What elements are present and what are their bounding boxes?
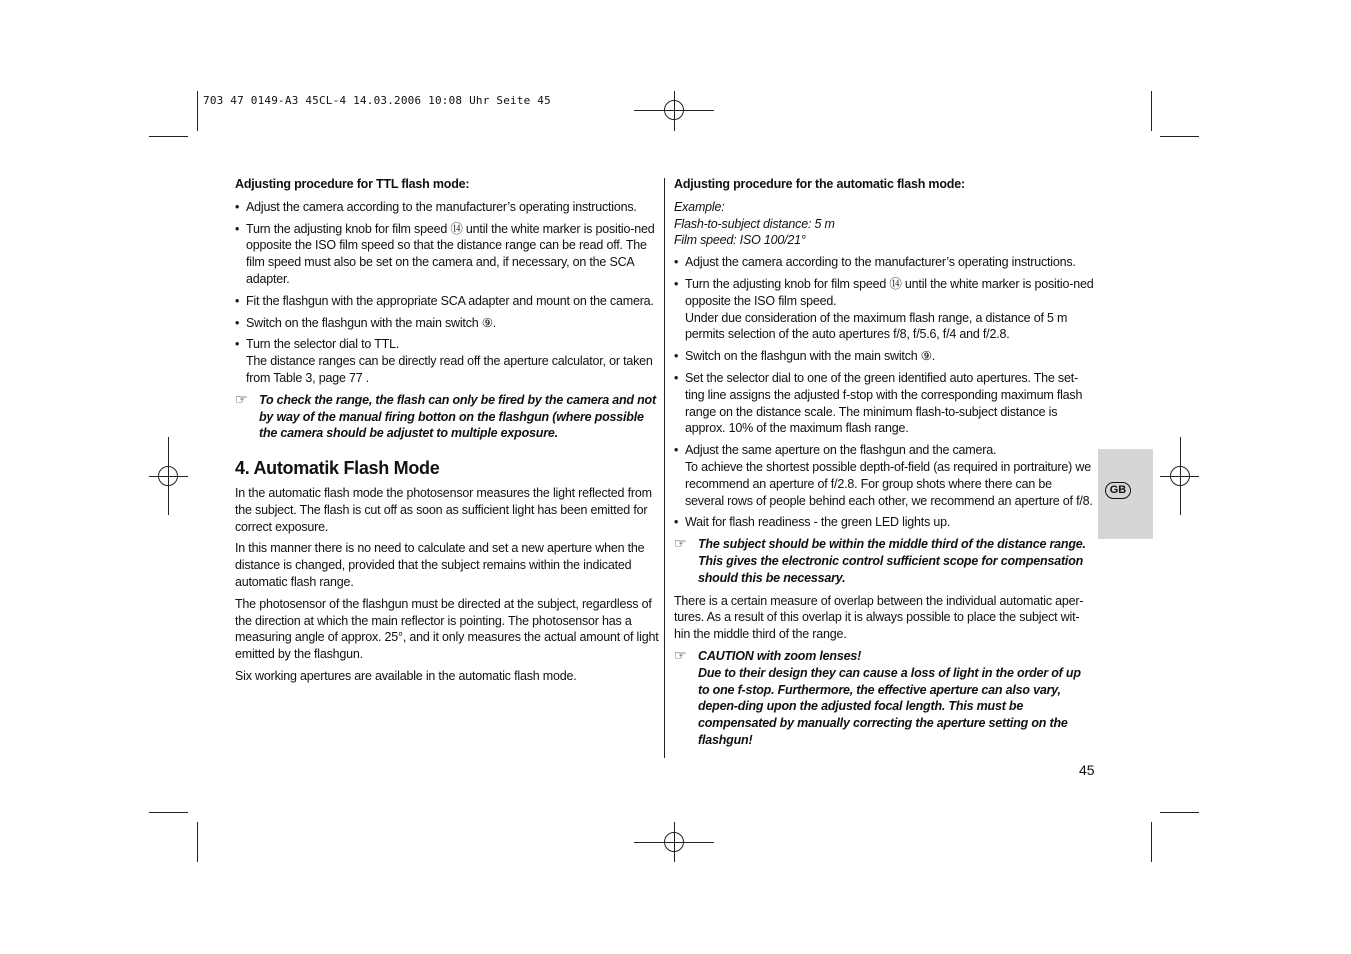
list-item-continuation: Under due consideration of the maximum flash range, a distance of 5 m permits selection of the auto apertures f/8, f/5.6, f/4 and f/2.8. [685, 310, 1068, 342]
ttl-heading: Adjusting procedure for TTL flash mode: [235, 177, 470, 191]
list-item-continuation: To achieve the shortest possible depth-of-field (as required in portraiture) we recommend an aperture of f/2.8. For group shots where there can be several rows of people behind each other, we recommend an aperture of f/8. [685, 459, 1093, 508]
caution-note: ☞ CAUTION with zoom lenses! Due to their design they can cause a loss of light in the order of up to one f-stop. Furthermore, the effective aperture can also vary, depen-ding upon the adjusted focal length. This must be compensated by manually correcting the aperture setting on the flashgun! [674, 646, 1081, 747]
subject-note: ☞ The subject should be within the middle third of the distance range. This gives the electronic control sufficient scope for compensation should this be necessary. [674, 535, 1086, 585]
example-line: Film speed: ISO 100/21° [674, 233, 806, 248]
list-item: • Fit the flashgun with the appropriate SCA adapter and mount on the camera. [235, 293, 654, 308]
auto-heading: Adjusting procedure for the automatic flash mode: [674, 177, 965, 191]
pointing-hand-icon: ☞ [674, 646, 687, 663]
list-item: • Adjust the same aperture on the flashgun and the camera. [674, 443, 997, 458]
left-column [235, 176, 659, 690]
list-item: • Set the selector dial to one of the green identified auto apertures. The set-ting line assigns the adjusted f-stop with the corresponding maximum flash range on the distance scale. The minimum flash-to-subject distance is approx. 10% of the maximum flash range. [674, 370, 1083, 436]
example-line: Flash-to-subject distance: 5 m [674, 216, 835, 231]
list-item-continuation: The distance ranges can be directly read off the aperture calculator, or taken from Table 3, page 77 . [246, 354, 653, 385]
list-item: • Turn the selector dial to TTL. [235, 337, 400, 352]
print-header: 703 47 0149-A3 45CL-4 14.03.2006 10:08 Uhr Seite 45 [203, 94, 551, 107]
paragraph: There is a certain measure of overlap between the individual automatic aper-tures. As a result of this overlap it is always possible to place the subject wit-hin the middle third of the range. [674, 593, 1084, 642]
language-badge: GB [1105, 482, 1131, 499]
paragraph: In the automatic flash mode the photosensor measures the light reflected from the subject. The flash is cut off as soon as sufficient light has been emitted for correct exposure. [235, 485, 652, 534]
example-line: Example: [674, 199, 725, 214]
column-divider [664, 178, 665, 758]
list-item: • Switch on the flashgun with the main switch ⑨. [674, 349, 936, 364]
paragraph: The photosensor of the flashgun must be directed at the subject, regardless of the direction at which the main reflector is pointing. The photosensor has a measuring angle of approx. 25°, and it only measures the actual amount of light emitted by the flashgun. [235, 596, 659, 662]
paragraph: In this manner there is no need to calculate and set a new aperture when the distance is changed, provided that the subject remains within the indicated automatic flash range. [235, 541, 645, 589]
ttl-note: ☞ To check the range, the flash can only be fired by the camera and not by way of the manual firing botton on the flashgun (where possible the camera should be adjustet to multiple exposure. [235, 390, 656, 441]
list-item: • Switch on the flashgun with the main switch ⑨. [235, 315, 497, 330]
paragraph: Six working apertures are available in the automatic flash mode. [235, 668, 577, 683]
section-title: 4. Automatik Flash Mode [235, 458, 440, 479]
right-column [674, 176, 1094, 755]
pointing-hand-icon: ☞ [674, 535, 687, 552]
list-item: • Turn the adjusting knob for film speed ⑭ until the white marker is positio-ned opposite the ISO film speed so that the distance range can be read off. The film speed must also be set on the camera and, if necessary, on the SCA adapter. [235, 221, 655, 286]
page-number: 45 [1079, 762, 1095, 778]
pointing-hand-icon: ☞ [235, 390, 248, 407]
list-item: • Adjust the camera according to the manufacturer’s operating instructions. [235, 199, 637, 214]
list-item: • Turn the adjusting knob for film speed ⑭ until the white marker is positio-ned opposite the ISO film speed. [674, 276, 1094, 308]
list-item: • Adjust the camera according to the manufacturer’s operating instructions. [674, 255, 1076, 270]
language-tab [1098, 449, 1153, 539]
list-item: • Wait for flash readiness - the green LED lights up. [674, 515, 951, 530]
